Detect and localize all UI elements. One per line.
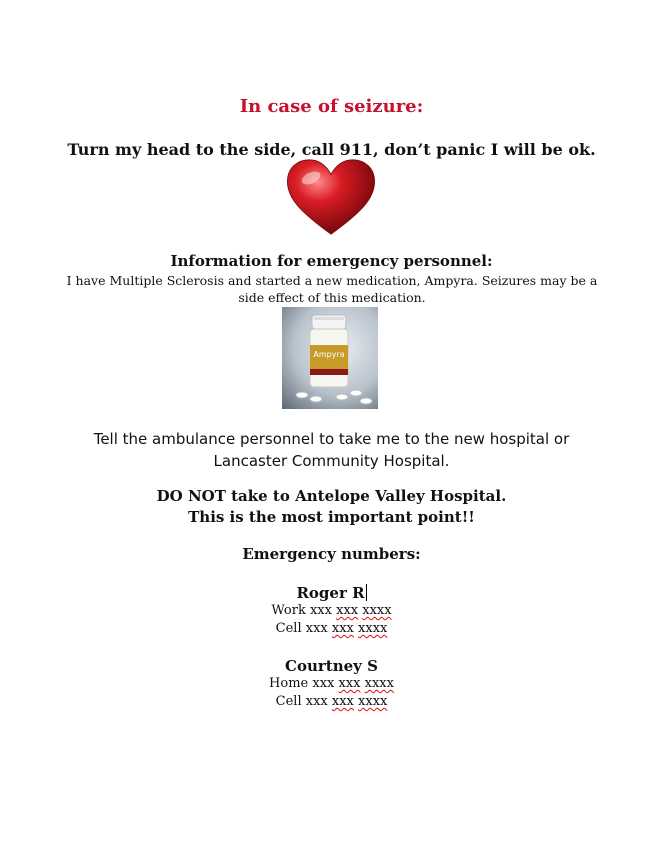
phone-part: xxx bbox=[312, 676, 335, 691]
phone-part: xxx bbox=[331, 694, 354, 709]
phone-part: xxx bbox=[336, 603, 359, 618]
phone-part: xxxx bbox=[358, 694, 388, 709]
medication-label: Ampyra bbox=[313, 350, 345, 359]
phone-part: xxxx bbox=[358, 621, 388, 636]
warning-line: This is the most important point!! bbox=[188, 508, 475, 526]
phone-label: Cell bbox=[275, 621, 302, 636]
contact-phone bbox=[0, 675, 663, 693]
contact-card bbox=[0, 584, 663, 638]
phone-part: xxx bbox=[331, 621, 354, 636]
seizure-instruction: Turn my head to the side, call 911, don’t panic I will be ok. bbox=[67, 140, 596, 159]
warning-line: DO NOT take to Antelope Valley Hospital. bbox=[156, 487, 507, 505]
phone-label: Home bbox=[269, 676, 309, 691]
info-body bbox=[58, 272, 606, 306]
phone-part: xxx bbox=[305, 694, 328, 709]
medication-bottle-image bbox=[282, 307, 378, 409]
contact-name-text: Roger R bbox=[296, 584, 365, 602]
hospital-warning bbox=[0, 486, 663, 528]
info-heading: Information for emergency personnel: bbox=[170, 252, 493, 270]
info-body-line: I have Multiple Sclerosis and started a new medication, Ampyra. Seizures may be a bbox=[66, 273, 598, 288]
phone-label: Work bbox=[271, 603, 306, 618]
info-body-line: side effect of this medication. bbox=[238, 290, 426, 305]
phone-part: xxx bbox=[309, 603, 332, 618]
contact-name: Courtney S bbox=[285, 657, 378, 675]
phone-part: xxx bbox=[338, 676, 361, 691]
contact-name bbox=[0, 584, 663, 602]
contact-card bbox=[0, 657, 663, 711]
contact-phone bbox=[0, 602, 663, 620]
text-cursor bbox=[366, 584, 367, 601]
contact-phone bbox=[0, 693, 663, 711]
ambulance-line: Tell the ambulance personnel to take me to the new hospital or bbox=[93, 430, 570, 448]
phone-part: xxxx bbox=[364, 676, 394, 691]
ambulance-instructions bbox=[0, 428, 663, 472]
phone-part: xxx bbox=[305, 621, 328, 636]
phone-part: xxxx bbox=[362, 603, 392, 618]
pill-bottle-icon bbox=[282, 307, 378, 409]
phone-label: Cell bbox=[275, 694, 302, 709]
contact-phone bbox=[0, 620, 663, 638]
emergency-numbers-heading: Emergency numbers: bbox=[242, 545, 421, 563]
heart-icon bbox=[285, 158, 377, 236]
ambulance-line: Lancaster Community Hospital. bbox=[213, 452, 450, 470]
page-title: In case of seizure: bbox=[239, 96, 424, 117]
